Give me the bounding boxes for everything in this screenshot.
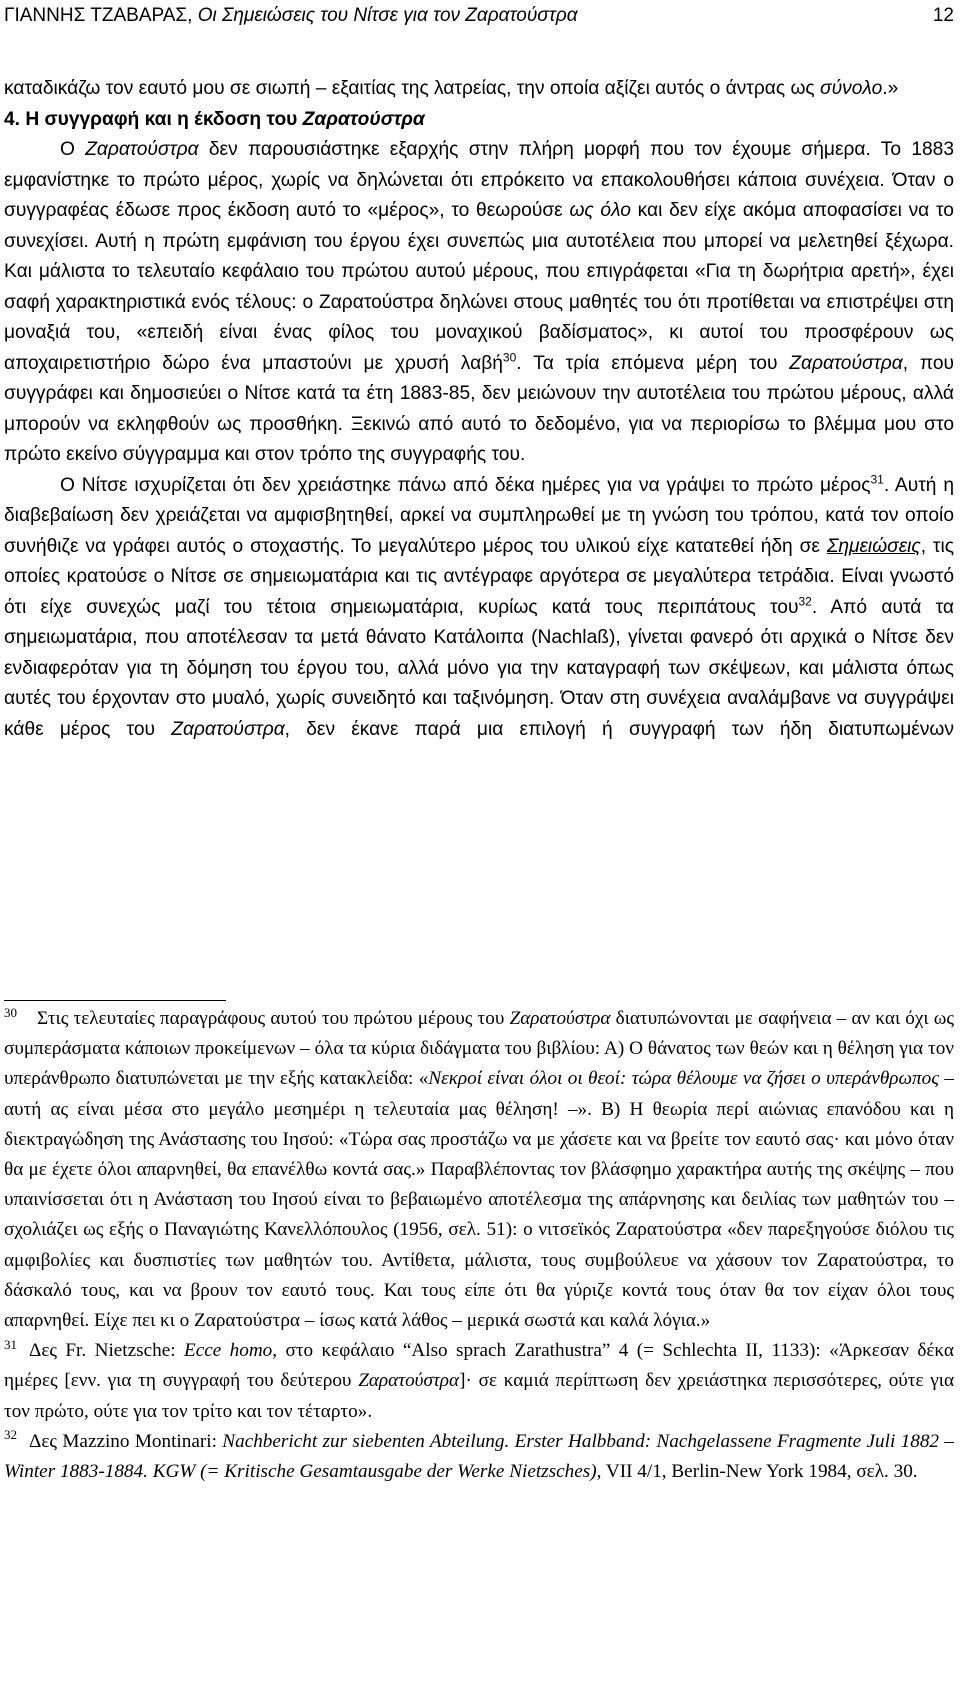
text-span: Ο Νίτσε ισχυρίζεται ότι δεν χρειάστηκε πάνω από δέκα ημέρες για να γράψει το πρώτο μέρος [60, 474, 871, 496]
text-span: ]· σε καμιά περίπτωση δεν χρειάστηκα περισσότερες, ούτε για τον πρώτο, ούτε για τον τρίτο και τον τέταρτο». [4, 1370, 954, 1422]
italic-span: Ζαρατούστρα [509, 1008, 611, 1029]
header-book-title: Οι Σημειώσεις του Νίτσε για τον Ζαρατούστρα [197, 5, 578, 26]
italic-span: σύνολο [820, 78, 883, 99]
heading-text: 4. Η συγγραφή και η έκδοση του [4, 108, 303, 130]
text-span: δεν παρουσιάστηκε εξαρχής στην πλήρη μορφή που τον έχουμε σήμερα. Το 1883 εμφανίστηκε το πρώτο μέρος, χωρίς να δηλώνεται ότι επρόκειτο να επακολουθήσει κάποια συνέχεια. Όταν ο συγγραφέας έδωσε προς έκδοση αυτό το «μέρος», το θεωρούσε [4, 139, 955, 221]
italic-span: Ζαρατούστρα [85, 139, 199, 160]
paragraph-1 [4, 135, 954, 471]
italic-span: ως όλο [569, 200, 631, 221]
text-span: Ο [60, 139, 86, 160]
text-span: .» [882, 78, 899, 99]
header-title [4, 2, 578, 30]
paragraph-continuation [4, 74, 954, 105]
footnotes [4, 1004, 954, 1487]
italic-span: Ecce homo [183, 1340, 273, 1362]
text-span: Στις τελευταίες παραγράφους αυτού του πρώτου μέρους του [37, 1008, 510, 1029]
footnote-separator [4, 1000, 226, 1001]
text-span: καταδικάζω τον εαυτό μου σε σιωπή – εξαιτίας της λατρείας, την οποία αξίζει αυτός ο άντρας ως [4, 78, 821, 99]
running-header [4, 2, 954, 30]
footnote-ref-30[interactable]: 30 [502, 350, 517, 365]
footnote-number: 30 [4, 1004, 17, 1020]
section-heading [4, 105, 954, 136]
text-span: και δεν είχε ακόμα αποφασίσει να το συνεχίσει. Αυτή η πρώτη εμφάνιση του έργου έχει συνεπώς μια αυτοτέλεια που μπορεί να μελετηθεί ξέχωρα. Και μάλιστα το τελευταίο κεφάλαιο του πρώτου αυτού μέρους, που επιγράφεται «Για τη δωρήτρια αρετή», έχει σαφή χαρακτηριστικά ενός τέλους: ο Ζαρατούστρα δηλώνει στους μαθητές του ότι προτίθεται να επιστρέψει στη μοναξιά του, «επειδή είναι ένας φίλος του μοναχικού βαδίσματος», κι αυτοί του προσφέρουν ως αποχαιρετιστήριο δώρο ένα μπαστούνι με χρυσή λαβή [4, 200, 954, 374]
footnote-ref-32[interactable]: 32 [798, 594, 812, 609]
footnote-number: 32 [4, 1427, 17, 1443]
heading-italic: Ζαρατούστρα [302, 108, 425, 130]
footnote-number: 31 [4, 1336, 17, 1352]
footnote-30 [4, 1004, 954, 1336]
text-span: , δεν έκανε παρά μια επιλογή ή συγγραφή των ήδη διατυπωμένων [284, 718, 954, 740]
footnote-32 [4, 1427, 954, 1487]
text-span: . Τα τρία επόμενα μέρη του [516, 352, 790, 374]
text-span: . Αυτή η διαβεβαίωση δεν χρειάζεται να αμφισβητηθεί, αρκεί να συμπληρωθεί με τη γνώση του τρόπου, κατά τον οποίο συνήθιζε να γράφει αυτός ο στοχαστής. Το μεγαλύτερο μέρος του υλικού είχε κατατεθεί ήδη σε [4, 474, 954, 557]
text-span: Δες Fr. Nietzsche: [29, 1340, 184, 1362]
text-span: διατυπώνονται με σαφήνεια – αν και όχι ως συμπεράσματα κάποιων προκείμενων – όλα τα κύρια διδάγματα του βιβλίου: Α) Ο θάνατος των θεών και η θέληση για τον υπεράνθρωπο διατυπώνεται με την εξής κατακλείδα: « [4, 1008, 954, 1090]
footnote-ref-31[interactable]: 31 [870, 472, 884, 487]
text-span: . Από αυτά τα σημειωματάρια, που αποτέλεσαν τα μετά θάνατο Κατάλοιπα (Nachlaß), γίνεται φανερό ότι αρχικά ο Νίτσε δεν ενδιαφερόταν για τη δόμηση του έργου του, αλλά μόνο για την καταγραφή των σκέψεων, και μάλιστα όπως αυτές του έρχονταν στο μυαλό, χωρίς συνειδητό και ταξινόμηση. Όταν στη συνέχεια αναλάμβανε να συγγράψει κάθε μέρος του [4, 596, 955, 740]
text-span: VII 4/1, Berlin-New York 1984, σελ. 30. [601, 1461, 918, 1483]
header-author: ΓΙΑΝΝΗΣ ΤΖΑΒΑΡΑΣ, [4, 5, 193, 26]
page-number: 12 [932, 5, 954, 26]
underlined-italic-span: Σημειώσεις [826, 535, 921, 557]
paragraph-2 [4, 471, 954, 746]
text-span: – αυτή ας είναι μέσα στο μεγάλο μεσημέρι η τελευταία μας θέληση! –». Β) Η θεωρία περί αιώνιας επανόδου και η διεκτραγώδηση της Ανάστασης του Ιησού: «Τώρα σας προστάζω να με χάσετε και να βρείτε τον εαυτό σας· και μόνο όταν θα με έχετε όλοι απαρνηθεί, θα επανέλθω κοντά σας.» Παραβλέποντας τον βλάσφημο χαρακτήρα αυτής της σκέψης – που υπαινίσσεται ότι η Ανάσταση του Ιησού είναι το βεβαιωμένο αποτέλεσμα της απάρνησης και δειλίας των μαθητών του – σχολιάζει ως εξής ο Παναγιώτης Κανελλόπουλος (1956, σελ. 51): ο νιτσεϊκός Ζαρατούστρα «δεν παρεξηγούσε διόλου τις αμφιβολίες και δυσπιστίες των μαθητών του. Αντίθετα, μάλιστα, τους συμβούλευε να χάσουν τον Ζαρατούστρα, το δάσκαλό τους, και να βρουν τον εαυτό τους. Και τους είπε ότι θα γύριζε κοντά τους όταν θα τον είχαν όλοι τους απαρνηθεί. Είχε πει κι ο Ζαρατούστρα – ίσως κατά λάθος – μερικά σωστά και καλά λόγια.» [4, 1068, 954, 1332]
italic-span: Ζαρατούστρα [171, 718, 285, 740]
footnote-31 [4, 1336, 954, 1427]
text-span: , στο κεφάλαιο “Also sprach Zarathustra” 4 (= Schlechta II, 1133): «Άρκεσαν δέκα ημέρες [ενν. για τη συγγραφή του δεύτερου [4, 1340, 954, 1392]
italic-span: Ζαρατούστρα [358, 1370, 460, 1392]
italic-span: Nachbericht zur siebenten Abteilung. Erster Halbband: Nachgelassene Fragmente Juli 1882 – Winter 1883-1884. KGW (= Kritische Gesamtausgabe der Werke Nietzsches), [4, 1430, 954, 1483]
text-span: , που συγγράφει και δημοσιεύει ο Νίτσε κατά τα έτη 1883-85, δεν μειώνουν την αυτοτέλεια του πρώτου μέρους, αλλά μπορούν να εκληφθούν ως προσθήκη. Ξεκινώ από αυτό το δεδομένο, για να περιορίσω το βλέμμα μου στο πρώτο εκείνο σύγγραμμα και στον τρόπο της συγγραφής του. [4, 352, 955, 465]
text-span: Δες Mazzino Montinari: [29, 1430, 223, 1452]
italic-span: Ζαρατούστρα [789, 352, 903, 374]
text-span: , τις οποίες κρατούσε ο Νίτσε σε σημειωματάρια και τις αντέγραφε αργότερα σε μεγαλύτερα τετράδια. Είναι γνωστό ότι είχε συνεχώς μαζί του τέτοια σημειωματάρια, κυρίως κατά τους περιπάτους του [4, 535, 954, 618]
main-text [4, 74, 954, 745]
italic-span: Νεκροί είναι όλοι οι θεοί: τώρα θέλουμε να ζήσει ο υπεράνθρωπος [428, 1068, 940, 1090]
